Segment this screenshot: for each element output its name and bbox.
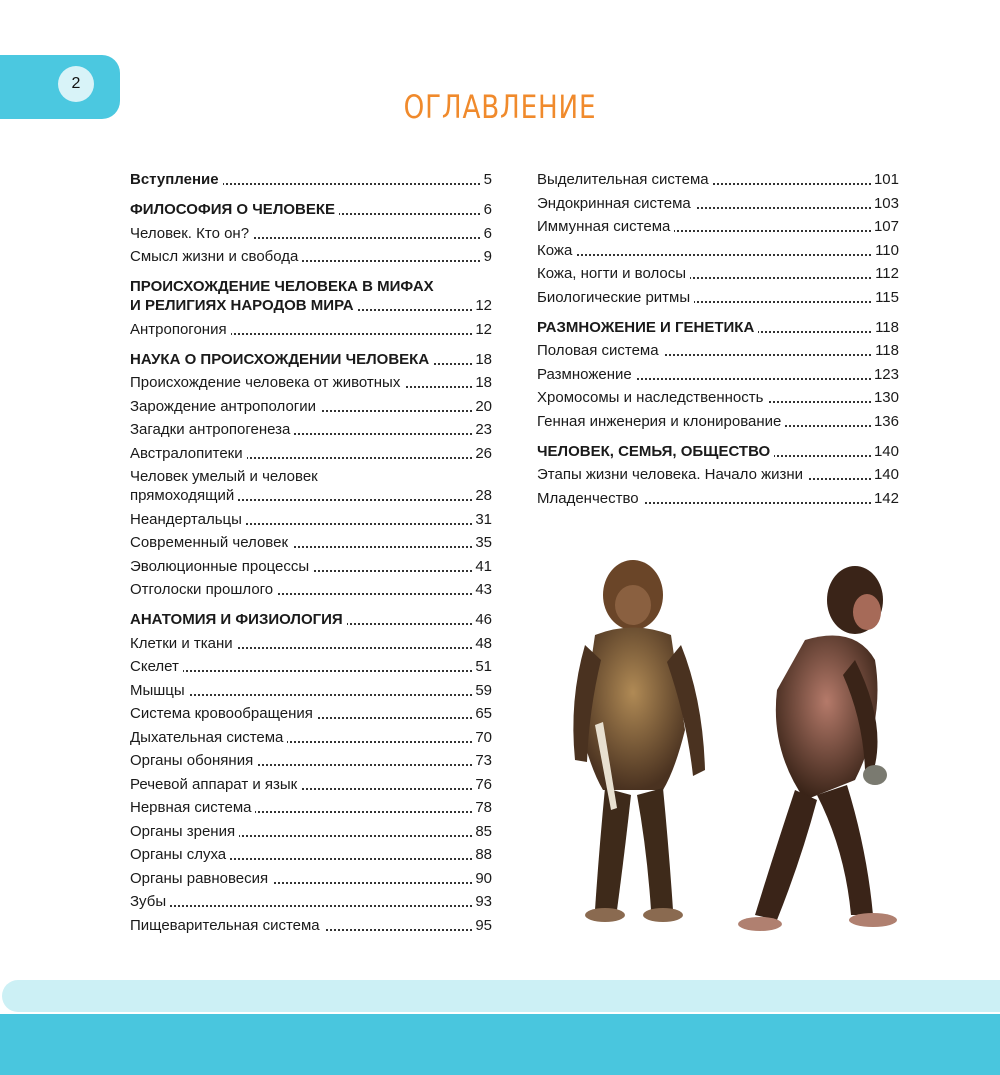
toc-page-number: 5 xyxy=(481,170,492,189)
toc-entry xyxy=(537,241,899,260)
toc-entry xyxy=(130,681,492,700)
toc-entry-title: Зубы xyxy=(130,893,170,910)
toc-entry-title: Антропогония xyxy=(130,321,231,338)
toc-entry xyxy=(130,224,492,243)
toc-entry-title: Хромосомы и наследственность xyxy=(537,389,767,406)
toc-entry xyxy=(130,869,492,888)
page-title: ОГЛАВЛЕНИЕ xyxy=(403,88,597,126)
toc-entry-title: Австралопитеки xyxy=(130,445,247,462)
toc-entry-title: Человек. Кто он? xyxy=(130,225,253,242)
toc-entry-title: НАУКА О ПРОИСХОЖДЕНИИ ЧЕЛОВЕКА xyxy=(130,351,433,368)
toc-entry-title-line1: Человек умелый и человек xyxy=(130,467,492,486)
toc-entry-title: Эволюционные процессы xyxy=(130,558,313,575)
toc-page-number: 85 xyxy=(472,822,492,841)
page-number: 2 xyxy=(58,66,94,102)
toc-page-number: 118 xyxy=(872,318,899,337)
toc-entry-title: Неандертальцы xyxy=(130,511,246,528)
toc-page-number: 65 xyxy=(472,704,492,723)
toc-page-number: 73 xyxy=(472,751,492,770)
footer-band-light xyxy=(2,980,1000,1012)
toc-page-number: 140 xyxy=(871,442,899,461)
toc-page-number: 140 xyxy=(871,465,899,484)
toc-entry xyxy=(537,365,899,384)
toc-section-entry xyxy=(537,442,899,461)
toc-page-number: 142 xyxy=(871,489,899,508)
toc-entry-title: Вступление xyxy=(130,171,223,188)
toc-entry-title: Мышцы xyxy=(130,682,189,699)
toc-entry-title: Клетки и ткани xyxy=(130,635,237,652)
toc-entry xyxy=(537,489,899,508)
toc-entry-title: Органы зрения xyxy=(130,823,239,840)
toc-entry-title: Органы обоняния xyxy=(130,752,257,769)
toc-section-entry xyxy=(130,170,492,189)
toc-entry-title-line2: прямоходящий xyxy=(130,487,238,504)
toc-entry xyxy=(130,728,492,747)
toc-entry xyxy=(130,420,492,439)
toc-entry-title: Скелет xyxy=(130,658,183,675)
toc-entry xyxy=(537,288,899,307)
toc-entry xyxy=(130,892,492,911)
toc-page-number: 23 xyxy=(472,420,492,439)
toc-entry-title: Зарождение антропологии xyxy=(130,398,320,415)
toc-entry-title: АНАТОМИЯ И ФИЗИОЛОГИЯ xyxy=(130,611,347,628)
toc-entry-title-line1: ПРОИСХОЖДЕНИЕ ЧЕЛОВЕКА В МИФАХ xyxy=(130,277,492,296)
toc-page-number: 70 xyxy=(472,728,492,747)
toc-page-number: 110 xyxy=(872,241,899,260)
toc-page-number: 31 xyxy=(472,510,492,529)
toc-page-number: 18 xyxy=(472,373,492,392)
toc-entry xyxy=(537,412,899,431)
toc-entry xyxy=(130,510,492,529)
toc-entry-title: Отголоски прошлого xyxy=(130,581,277,598)
toc-entry-title: Генная инженерия и клонирование xyxy=(537,413,785,430)
toc-page-number: 118 xyxy=(872,341,899,360)
toc-section-entry xyxy=(130,200,492,219)
toc-page-number: 20 xyxy=(472,397,492,416)
toc-entry-title: ФИЛОСОФИЯ О ЧЕЛОВЕКЕ xyxy=(130,201,339,218)
hominid-illustration xyxy=(555,550,915,950)
toc-page-number: 123 xyxy=(871,365,899,384)
toc-entry xyxy=(537,170,899,189)
toc-entry-title: Происхождение человека от животных xyxy=(130,374,404,391)
toc-page-number: 35 xyxy=(472,533,492,552)
toc-section-entry xyxy=(537,318,899,337)
toc-section-entry xyxy=(130,610,492,629)
toc-entry-title: Кожа, ногти и волосы xyxy=(537,265,690,282)
toc-entry xyxy=(130,373,492,392)
toc-entry xyxy=(130,533,492,552)
toc-entry-title: Дыхательная система xyxy=(130,729,287,746)
toc-page-number: 12 xyxy=(472,320,492,339)
toc-page-number: 103 xyxy=(871,194,899,213)
toc-entry xyxy=(130,467,492,505)
toc-page-number: 78 xyxy=(472,798,492,817)
toc-entry xyxy=(537,388,899,407)
toc-page-number: 95 xyxy=(472,916,492,935)
toc-entry xyxy=(130,775,492,794)
toc-leader-dots xyxy=(537,254,899,256)
toc-entry xyxy=(130,845,492,864)
toc-entry-title: Кожа xyxy=(537,242,576,259)
toc-entry-title: Нервная система xyxy=(130,799,255,816)
toc-entry xyxy=(537,465,899,484)
toc-entry xyxy=(130,320,492,339)
toc-entry xyxy=(130,657,492,676)
footer-band-dark xyxy=(0,1014,1000,1075)
toc-entry xyxy=(130,704,492,723)
toc-entry-title: Система кровообращения xyxy=(130,705,317,722)
toc-entry-title: Речевой аппарат и язык xyxy=(130,776,301,793)
toc-entry-title-line2: И РЕЛИГИЯХ НАРОДОВ МИРА xyxy=(130,297,358,314)
toc-entry-title: Биологические ритмы xyxy=(537,289,694,306)
toc-page-number: 28 xyxy=(472,486,492,505)
toc-entry xyxy=(537,217,899,236)
toc-entry-title: Младенчество xyxy=(537,490,643,507)
toc-page-number: 76 xyxy=(472,775,492,794)
toc-entry xyxy=(537,264,899,283)
toc-page-number: 51 xyxy=(472,657,492,676)
toc-page-number: 130 xyxy=(871,388,899,407)
toc-entry xyxy=(130,751,492,770)
toc-entry xyxy=(537,194,899,213)
toc-page-number: 18 xyxy=(472,350,492,369)
toc-entry-title: Размножение xyxy=(537,366,636,383)
australopithecus-figure xyxy=(573,560,705,922)
toc-section-entry xyxy=(130,350,492,369)
toc-page-number: 26 xyxy=(472,444,492,463)
toc-right-column xyxy=(537,170,899,512)
toc-entry-title: Этапы жизни человека. Начало жизни xyxy=(537,466,807,483)
toc-page-number: 46 xyxy=(472,610,492,629)
toc-entry-title: ЧЕЛОВЕК, СЕМЬЯ, ОБЩЕСТВО xyxy=(537,443,774,460)
toc-left-column xyxy=(130,170,492,939)
toc-page-number: 88 xyxy=(472,845,492,864)
toc-entry-title: Эндокринная система xyxy=(537,195,695,212)
homo-erectus-figure xyxy=(738,566,897,931)
toc-entry xyxy=(130,916,492,935)
toc-page-number: 59 xyxy=(472,681,492,700)
toc-page-number: 107 xyxy=(871,217,899,236)
toc-page-number: 115 xyxy=(872,288,899,307)
toc-entry xyxy=(537,341,899,360)
toc-entry-title: Смысл жизни и свобода xyxy=(130,248,302,265)
toc-page-number: 93 xyxy=(472,892,492,911)
toc-entry xyxy=(130,247,492,266)
toc-entry-title: Органы слуха xyxy=(130,846,230,863)
toc-entry-title: РАЗМНОЖЕНИЕ И ГЕНЕТИКА xyxy=(537,319,758,336)
toc-entry xyxy=(130,444,492,463)
toc-page-number: 6 xyxy=(481,224,492,243)
toc-entry xyxy=(130,557,492,576)
toc-page-number: 9 xyxy=(481,247,492,266)
toc-entry xyxy=(130,397,492,416)
toc-section-entry xyxy=(130,277,492,315)
toc-entry xyxy=(130,580,492,599)
toc-page-number: 136 xyxy=(871,412,899,431)
toc-entry-title: Органы равновесия xyxy=(130,870,272,887)
toc-entry-title: Современный человек xyxy=(130,534,292,551)
toc-page-number: 112 xyxy=(872,264,899,283)
toc-leader-dots xyxy=(130,670,492,672)
toc-entry-title: Пищеварительная система xyxy=(130,917,324,934)
toc-entry xyxy=(130,634,492,653)
toc-entry-title: Половая система xyxy=(537,342,663,359)
toc-page-number: 43 xyxy=(472,580,492,599)
toc-entry-title: Иммунная система xyxy=(537,218,674,235)
toc-page-number: 41 xyxy=(472,557,492,576)
toc-entry-title: Выделительная система xyxy=(537,171,713,188)
toc-leader-dots xyxy=(130,905,492,907)
toc-page-number: 48 xyxy=(472,634,492,653)
toc-page-number: 90 xyxy=(472,869,492,888)
toc-page-number: 101 xyxy=(871,170,899,189)
toc-entry xyxy=(130,798,492,817)
toc-entry-title: Загадки антропогенеза xyxy=(130,421,294,438)
toc-page-number: 6 xyxy=(481,200,492,219)
toc-page-number: 12 xyxy=(472,296,492,315)
toc-entry xyxy=(130,822,492,841)
